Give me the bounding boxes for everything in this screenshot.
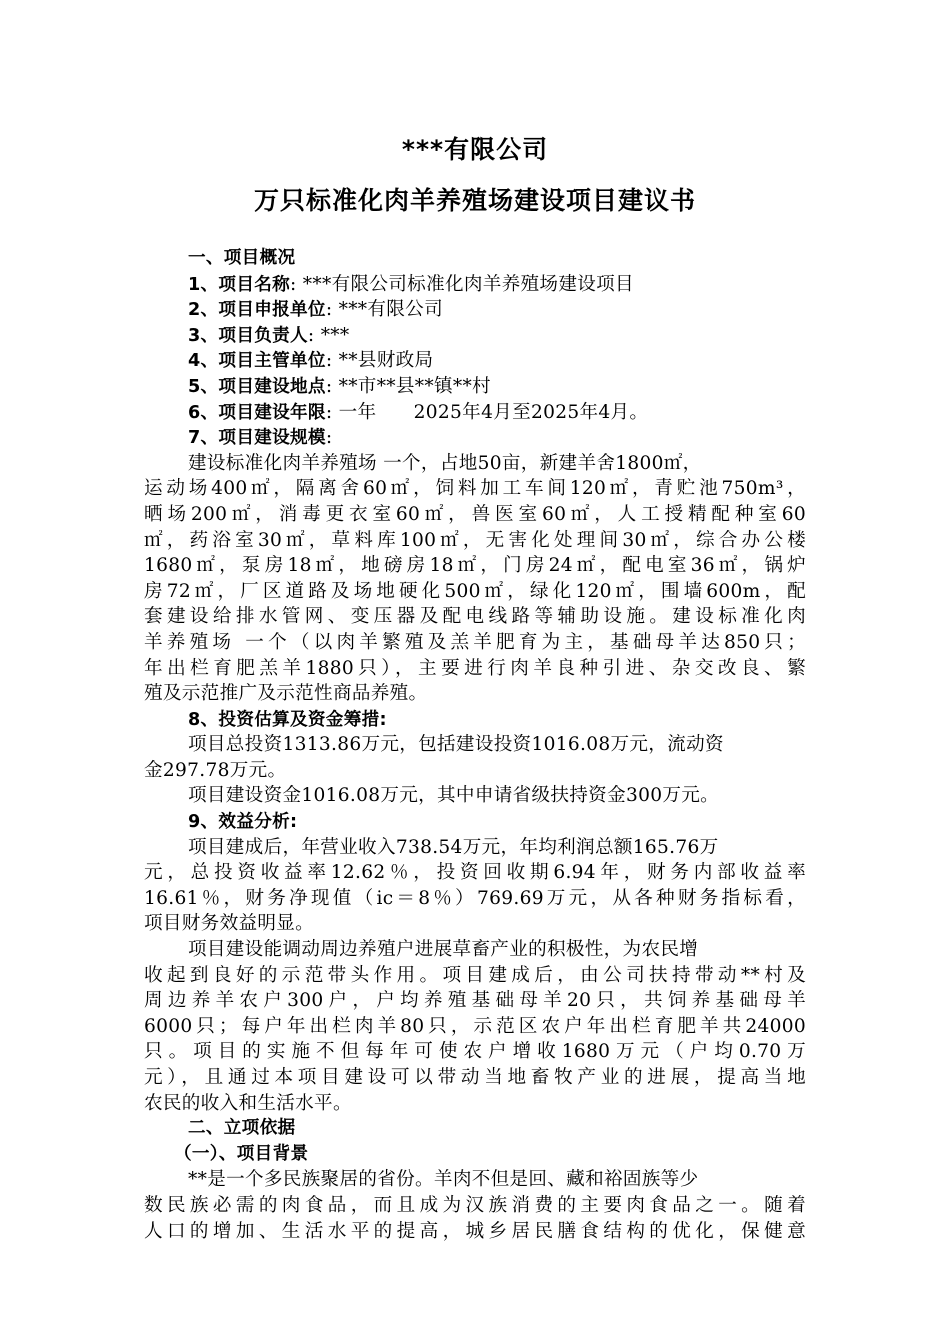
section-heading-overview: 一、项目概况 xyxy=(188,248,296,268)
item-label: 9、效益分析 xyxy=(188,812,291,833)
paragraph-line: 建设标准化肉羊养殖场 一个，占地50亩，新建羊舍1800㎡， xyxy=(188,452,702,474)
paragraph-line: 周边养羊农户300户，户均养殖基础母羊20只，共饲养基础母羊 xyxy=(144,990,806,1012)
paragraph-line: 运动场400㎡，隔离舍60㎡，饲料加工车间120㎡，青贮池750m³， xyxy=(144,478,806,500)
paragraph-line: 1680㎡，泵房18㎡，地磅房18㎡，门房24㎡，配电室36㎡，锅炉 xyxy=(144,555,806,577)
project-title: 万只标准化肉羊养殖场建设项目建议书 xyxy=(253,186,696,215)
paragraph-line: 项目财务效益明显。 xyxy=(144,913,315,935)
item-label: 2、项目申报单位 xyxy=(188,300,326,321)
item-leader xyxy=(144,323,806,349)
paragraph-line: 项目建成后，年营业收入738.54万元，年均利润总额165.76万 xyxy=(188,836,719,858)
item-sep: : xyxy=(290,812,298,833)
paragraph-line: 16.61％，财务净现值（ic＝8％）769.69万元，从各种财务指标看， xyxy=(144,887,806,909)
paragraph-line: 房72㎡，厂区道路及场地硬化500㎡，绿化120㎡，围墙600m，配 xyxy=(144,580,806,602)
item-authority xyxy=(144,348,806,374)
item-investment xyxy=(144,707,806,733)
paragraph-line: 人口的增加、生活水平的提高，城乡居民膳食结构的优化，保健意 xyxy=(144,1220,806,1242)
document-body xyxy=(144,246,806,1244)
paragraph-line: 金297.78万元。 xyxy=(144,759,287,781)
paragraph-line: 元，总投资收益率12.62％，投资回收期6.94年，财务内部收益率 xyxy=(144,862,806,884)
item-label: 3、项目负责人 xyxy=(188,325,308,346)
item-label: 5、项目建设地点 xyxy=(188,376,326,397)
item-sep: : xyxy=(325,299,333,321)
item-value: ***有限公司标准化肉羊养殖场建设项目 xyxy=(296,273,634,295)
paragraph-line: 羊养殖场 一个（以肉羊繁殖及羔羊肥育为主，基础母羊达850只； xyxy=(144,631,806,653)
paragraph-line: 6000只；每户年出栏肉羊80只，示范区农户年出栏育肥羊共24000 xyxy=(144,1015,806,1037)
item-label: 1、项目名称 xyxy=(188,274,291,295)
item-label: 7、项目建设规模 xyxy=(188,428,326,449)
paragraph-line: 数民族必需的肉食品，而且成为汉族消费的主要肉食品之一。随着 xyxy=(144,1194,806,1216)
paragraph-line: 项目建设能调动周边养殖户进展草畜产业的积极性，为农民增 xyxy=(188,939,699,961)
item-project-name xyxy=(144,272,806,298)
item-sep: : xyxy=(307,324,315,346)
paragraph-line: 收起到良好的示范带头作用。项目建成后，由公司扶持带动**村及 xyxy=(144,964,806,986)
scale-paragraph xyxy=(144,451,806,707)
item-value: **市**县**镇**村 xyxy=(332,375,491,397)
item-applicant xyxy=(144,297,806,323)
paragraph-line: 晒场200㎡，消毒更衣室60㎡，兽医室60㎡，人工授精配种室60 xyxy=(144,503,806,525)
paragraph-line: 殖及示范推广及示范性商品养殖。 xyxy=(144,683,428,705)
item-sep: : xyxy=(325,350,333,372)
item-value: *** xyxy=(314,324,350,346)
paragraph-line: 套建设给排水管网、变压器及配电线路等辅助设施。建设标准化肉 xyxy=(144,606,806,628)
item-sep: : xyxy=(325,375,333,397)
paragraph-line: 项目建设资金1016.08万元，其中申请省级扶持资金300万元。 xyxy=(188,785,720,807)
item-label: 8、投资估算及资金筹措 xyxy=(188,709,380,730)
paragraph-line: 只。项目的实施不但每年可使农户增收1680万元（户均0.70万 xyxy=(144,1041,806,1063)
item-benefit xyxy=(144,809,806,835)
item-label: 4、项目主管单位 xyxy=(188,351,326,372)
item-value: ***有限公司 xyxy=(332,299,443,321)
item-value: **县财政局 xyxy=(332,350,434,372)
paragraph-line: 项目总投资1313.86万元，包括建设投资1016.08万元，流动资 xyxy=(188,734,724,756)
company-title: ***有限公司 xyxy=(401,135,549,164)
item-scale xyxy=(144,425,806,451)
section-heading-basis: 二、立项依据 xyxy=(188,1118,296,1139)
item-sep: : xyxy=(290,273,297,295)
paragraph-line: 农民的收入和生活水平。 xyxy=(144,1092,352,1114)
benefit-paragraph xyxy=(144,835,806,1117)
item-location xyxy=(144,374,806,400)
item-sep: : xyxy=(325,427,333,449)
item-label: 6、项目建设年限 xyxy=(188,402,326,423)
background-paragraph xyxy=(144,1167,806,1244)
item-value: 一年 2025年4月至2025年4月。 xyxy=(332,401,649,423)
item-duration xyxy=(144,400,806,426)
item-sep: : xyxy=(379,709,387,730)
paragraph-line: 元），且通过本项目建设可以带动当地畜牧产业的进展，提高当地 xyxy=(144,1067,806,1088)
paragraph-line: ㎡，药浴室30㎡，草料库100㎡，无害化处理间30㎡，综合办公楼 xyxy=(144,529,806,551)
paragraph-line: 年出栏育肥羔羊1880只），主要进行肉羊良种引进、杂交改良、繁 xyxy=(144,657,806,679)
paragraph-line: **是一个多民族聚居的省份。羊肉不但是回、藏和裕固族等少 xyxy=(188,1169,699,1191)
investment-paragraph xyxy=(144,732,806,809)
item-sep: : xyxy=(325,401,333,423)
subsection-heading-background: （一）、项目背景 xyxy=(174,1143,309,1164)
